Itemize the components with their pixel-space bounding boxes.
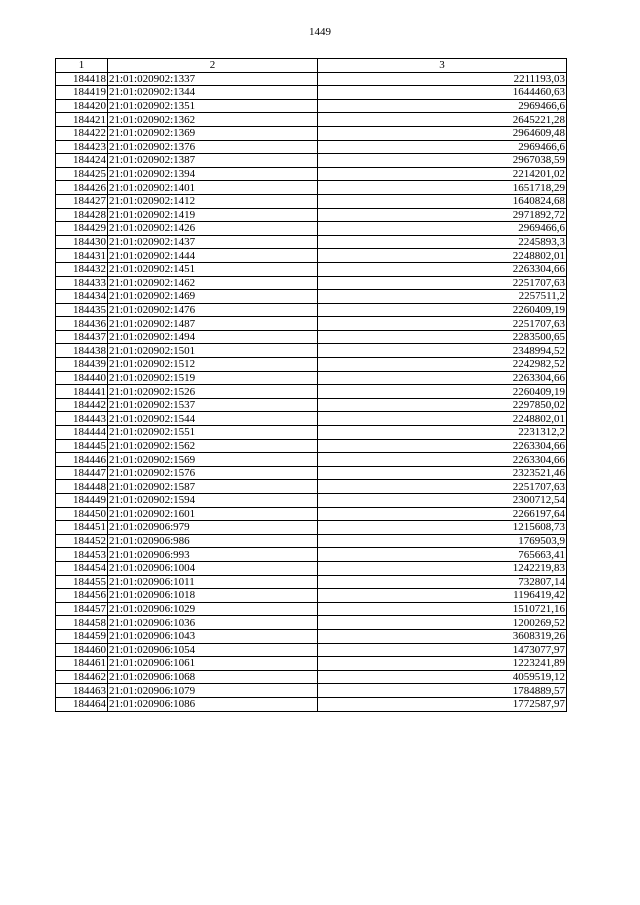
column-header-2: 2	[108, 59, 318, 73]
cadastral-number: 21:01:020902:1376	[108, 140, 318, 154]
cadastral-number: 21:01:020902:1351	[108, 99, 318, 113]
cadastral-value: 2214201,02	[318, 167, 567, 181]
table-row	[56, 222, 567, 236]
cadastral-number: 21:01:020906:1054	[108, 643, 318, 657]
table-row	[56, 398, 567, 412]
cadastral-value: 2964609,48	[318, 126, 567, 140]
cadastral-value: 2263304,66	[318, 439, 567, 453]
row-number: 184440	[56, 371, 108, 385]
cadastral-value: 2297850,02	[318, 398, 567, 412]
cadastral-number: 21:01:020902:1551	[108, 426, 318, 440]
table-row	[56, 126, 567, 140]
row-number: 184421	[56, 113, 108, 127]
table-row	[56, 453, 567, 467]
table-row	[56, 670, 567, 684]
row-number: 184427	[56, 194, 108, 208]
row-number: 184464	[56, 697, 108, 711]
row-number: 184432	[56, 262, 108, 276]
table-row	[56, 290, 567, 304]
cadastral-value: 1769503,9	[318, 534, 567, 548]
table-row	[56, 548, 567, 562]
row-number: 184461	[56, 657, 108, 671]
table-row	[56, 494, 567, 508]
cadastral-number: 21:01:020906:1043	[108, 629, 318, 643]
row-number: 184455	[56, 575, 108, 589]
table-row	[56, 235, 567, 249]
row-number: 184462	[56, 670, 108, 684]
cadastral-number: 21:01:020902:1451	[108, 262, 318, 276]
cadastral-number: 21:01:020906:1086	[108, 697, 318, 711]
table-body	[56, 72, 567, 711]
cadastral-number: 21:01:020902:1469	[108, 290, 318, 304]
cadastral-number: 21:01:020902:1362	[108, 113, 318, 127]
row-number: 184458	[56, 616, 108, 630]
table-row	[56, 507, 567, 521]
cadastral-number: 21:01:020902:1587	[108, 480, 318, 494]
row-number: 184422	[56, 126, 108, 140]
cadastral-number: 21:01:020902:1537	[108, 398, 318, 412]
row-number: 184456	[56, 589, 108, 603]
column-header-3: 3	[318, 59, 567, 73]
cadastral-number: 21:01:020902:1437	[108, 235, 318, 249]
table-row	[56, 317, 567, 331]
table-row	[56, 480, 567, 494]
cadastral-number: 21:01:020902:1562	[108, 439, 318, 453]
row-number: 184457	[56, 602, 108, 616]
cadastral-number: 21:01:020906:1068	[108, 670, 318, 684]
cadastral-number: 21:01:020902:1569	[108, 453, 318, 467]
table-row	[56, 589, 567, 603]
cadastral-number: 21:01:020906:1004	[108, 561, 318, 575]
cadastral-value: 2969466,6	[318, 140, 567, 154]
row-number: 184447	[56, 466, 108, 480]
row-number: 184452	[56, 534, 108, 548]
cadastral-value: 2969466,6	[318, 222, 567, 236]
cadastral-value: 1644460,63	[318, 86, 567, 100]
row-number: 184446	[56, 453, 108, 467]
row-number: 184450	[56, 507, 108, 521]
cadastral-number: 21:01:020902:1394	[108, 167, 318, 181]
cadastral-value: 2263304,66	[318, 371, 567, 385]
table-row	[56, 113, 567, 127]
table-row	[56, 249, 567, 263]
table-row	[56, 466, 567, 480]
cadastral-number: 21:01:020902:1444	[108, 249, 318, 263]
cadastral-value: 1510721,16	[318, 602, 567, 616]
cadastral-value: 1196419,42	[318, 589, 567, 603]
table-row	[56, 86, 567, 100]
cadastral-value: 765663,41	[318, 548, 567, 562]
cadastral-number: 21:01:020902:1526	[108, 385, 318, 399]
row-number: 184434	[56, 290, 108, 304]
table-row	[56, 208, 567, 222]
cadastral-number: 21:01:020902:1576	[108, 466, 318, 480]
row-number: 184435	[56, 303, 108, 317]
row-number: 184436	[56, 317, 108, 331]
cadastral-value: 732807,14	[318, 575, 567, 589]
cadastral-number: 21:01:020906:1079	[108, 684, 318, 698]
cadastral-number: 21:01:020902:1426	[108, 222, 318, 236]
cadastral-number: 21:01:020902:1601	[108, 507, 318, 521]
cadastral-number: 21:01:020902:1419	[108, 208, 318, 222]
cadastral-number: 21:01:020902:1494	[108, 330, 318, 344]
table-row	[56, 643, 567, 657]
cadastral-value: 1651718,29	[318, 181, 567, 195]
cadastral-value: 1772587,97	[318, 697, 567, 711]
cadastral-value: 4059519,12	[318, 670, 567, 684]
cadastral-number: 21:01:020906:1036	[108, 616, 318, 630]
row-number: 184459	[56, 629, 108, 643]
row-number: 184429	[56, 222, 108, 236]
cadastral-number: 21:01:020902:1501	[108, 344, 318, 358]
cadastral-value: 2263304,66	[318, 262, 567, 276]
cadastral-value: 3608319,26	[318, 629, 567, 643]
table-row	[56, 194, 567, 208]
row-number: 184445	[56, 439, 108, 453]
cadastral-number: 21:01:020906:1029	[108, 602, 318, 616]
row-number: 184431	[56, 249, 108, 263]
table-row	[56, 303, 567, 317]
table-row	[56, 72, 567, 86]
table-row	[56, 412, 567, 426]
cadastral-value: 1242219,83	[318, 561, 567, 575]
cadastral-number: 21:01:020902:1594	[108, 494, 318, 508]
cadastral-value: 2251707,63	[318, 276, 567, 290]
cadastral-value: 2967038,59	[318, 154, 567, 168]
table-row	[56, 385, 567, 399]
cadastral-value: 1640824,68	[318, 194, 567, 208]
cadastral-number: 21:01:020902:1337	[108, 72, 318, 86]
table-row	[56, 99, 567, 113]
table-row	[56, 575, 567, 589]
cadastral-value: 2971892,72	[318, 208, 567, 222]
cadastral-value: 2245893,3	[318, 235, 567, 249]
table-row	[56, 262, 567, 276]
cadastral-number: 21:01:020902:1387	[108, 154, 318, 168]
cadastral-value: 2242982,52	[318, 358, 567, 372]
cadastral-table	[55, 58, 567, 712]
row-number: 184420	[56, 99, 108, 113]
cadastral-value: 1215608,73	[318, 521, 567, 535]
cadastral-number: 21:01:020902:1512	[108, 358, 318, 372]
row-number: 184444	[56, 426, 108, 440]
cadastral-value: 2300712,54	[318, 494, 567, 508]
page-number: 1449	[309, 26, 331, 38]
table-row	[56, 561, 567, 575]
table-row	[56, 616, 567, 630]
cadastral-value: 2263304,66	[318, 453, 567, 467]
table-row	[56, 276, 567, 290]
table-row	[56, 358, 567, 372]
cadastral-value: 2248802,01	[318, 412, 567, 426]
row-number: 184451	[56, 521, 108, 535]
cadastral-value: 2645221,28	[318, 113, 567, 127]
cadastral-number: 21:01:020902:1544	[108, 412, 318, 426]
row-number: 184430	[56, 235, 108, 249]
cadastral-value: 1473077,97	[318, 643, 567, 657]
cadastral-value: 2211193,03	[318, 72, 567, 86]
row-number: 184463	[56, 684, 108, 698]
row-number: 184423	[56, 140, 108, 154]
table-row	[56, 140, 567, 154]
row-number: 184438	[56, 344, 108, 358]
cadastral-number: 21:01:020906:993	[108, 548, 318, 562]
cadastral-number: 21:01:020902:1412	[108, 194, 318, 208]
cadastral-value: 2251707,63	[318, 480, 567, 494]
cadastral-value: 2251707,63	[318, 317, 567, 331]
table-row	[56, 684, 567, 698]
row-number: 184453	[56, 548, 108, 562]
table-row	[56, 330, 567, 344]
cadastral-value: 2283500,65	[318, 330, 567, 344]
table-row	[56, 371, 567, 385]
row-number: 184442	[56, 398, 108, 412]
cadastral-value: 2266197,64	[318, 507, 567, 521]
table-row	[56, 167, 567, 181]
table-row	[56, 602, 567, 616]
table-row	[56, 181, 567, 195]
table-row	[56, 657, 567, 671]
row-number: 184441	[56, 385, 108, 399]
cadastral-value: 2323521,46	[318, 466, 567, 480]
cadastral-value: 2260409,19	[318, 385, 567, 399]
table-row	[56, 439, 567, 453]
row-number: 184437	[56, 330, 108, 344]
table-row	[56, 426, 567, 440]
row-number: 184443	[56, 412, 108, 426]
cadastral-number: 21:01:020902:1476	[108, 303, 318, 317]
cadastral-number: 21:01:020902:1344	[108, 86, 318, 100]
cadastral-number: 21:01:020902:1369	[108, 126, 318, 140]
cadastral-value: 2231312,2	[318, 426, 567, 440]
cadastral-number: 21:01:020906:1011	[108, 575, 318, 589]
cadastral-number: 21:01:020902:1487	[108, 317, 318, 331]
cadastral-number: 21:01:020902:1401	[108, 181, 318, 195]
cadastral-number: 21:01:020906:986	[108, 534, 318, 548]
cadastral-value: 2260409,19	[318, 303, 567, 317]
table-row	[56, 697, 567, 711]
cadastral-value: 2348994,52	[318, 344, 567, 358]
row-number: 184433	[56, 276, 108, 290]
cadastral-number: 21:01:020902:1462	[108, 276, 318, 290]
cadastral-value: 2248802,01	[318, 249, 567, 263]
cadastral-value: 2969466,6	[318, 99, 567, 113]
table-row	[56, 154, 567, 168]
row-number: 184460	[56, 643, 108, 657]
row-number: 184424	[56, 154, 108, 168]
row-number: 184454	[56, 561, 108, 575]
row-number: 184428	[56, 208, 108, 222]
row-number: 184448	[56, 480, 108, 494]
cadastral-number: 21:01:020906:1018	[108, 589, 318, 603]
row-number: 184418	[56, 72, 108, 86]
row-number: 184419	[56, 86, 108, 100]
table-row	[56, 521, 567, 535]
table-row	[56, 344, 567, 358]
table-header-row	[56, 59, 567, 73]
cadastral-value: 1223241,89	[318, 657, 567, 671]
row-number: 184426	[56, 181, 108, 195]
column-header-1: 1	[56, 59, 108, 73]
cadastral-number: 21:01:020902:1519	[108, 371, 318, 385]
cadastral-value: 1784889,57	[318, 684, 567, 698]
cadastral-value: 2257511,2	[318, 290, 567, 304]
row-number: 184439	[56, 358, 108, 372]
table-row	[56, 629, 567, 643]
row-number: 184425	[56, 167, 108, 181]
table-row	[56, 534, 567, 548]
cadastral-value: 1200269,52	[318, 616, 567, 630]
cadastral-number: 21:01:020906:979	[108, 521, 318, 535]
cadastral-number: 21:01:020906:1061	[108, 657, 318, 671]
row-number: 184449	[56, 494, 108, 508]
